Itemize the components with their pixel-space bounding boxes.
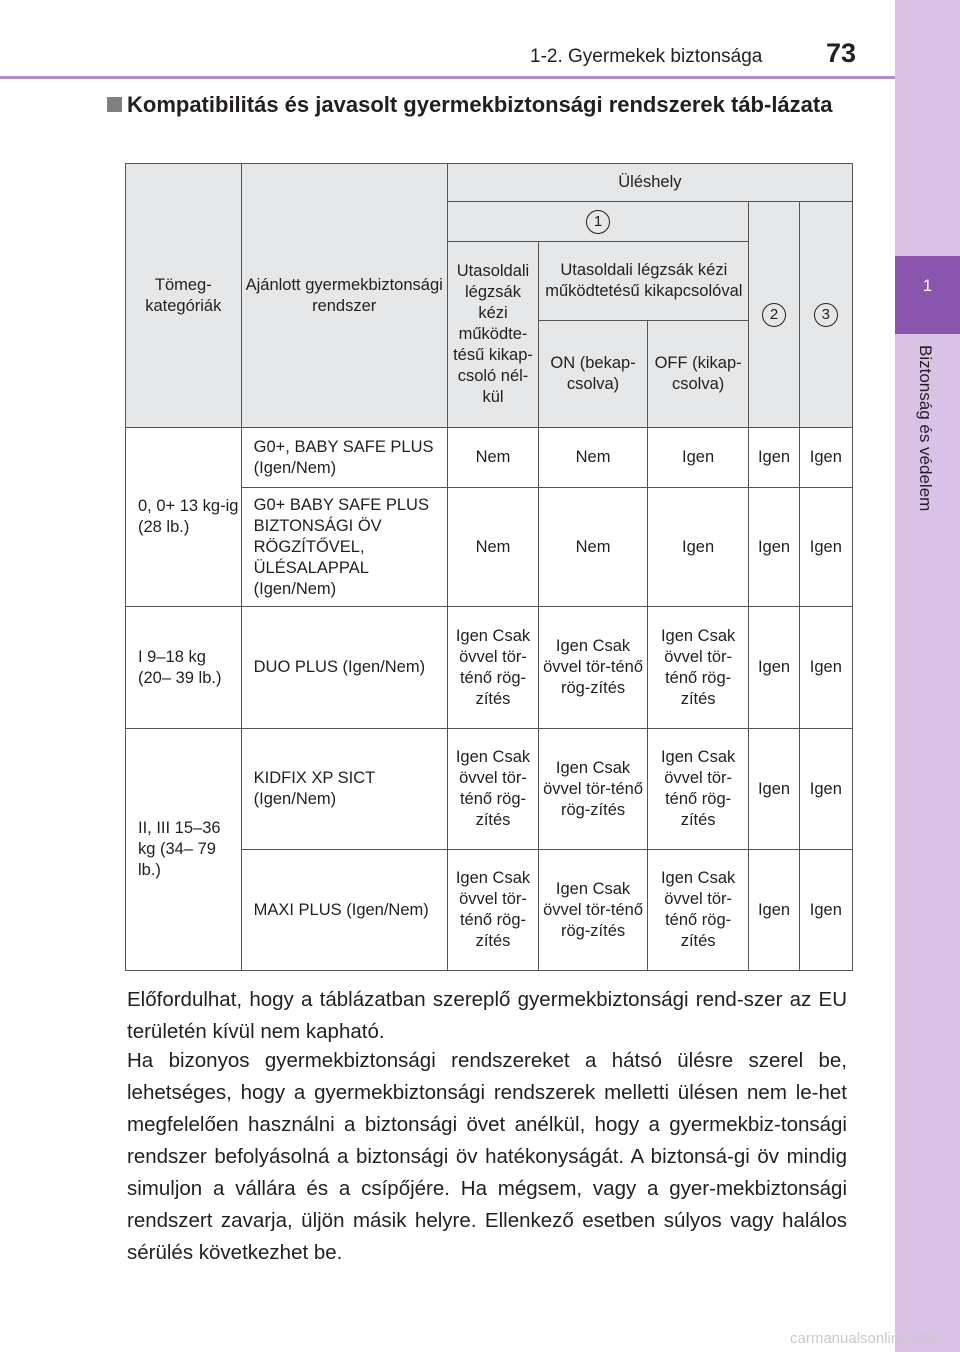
value-cell: Igen Csak övvel tör-ténő rög-zítés	[647, 850, 749, 971]
system-cell: G0+, BABY SAFE PLUS (Igen/Nem)	[241, 428, 447, 488]
value-cell: Igen	[799, 850, 852, 971]
page-number: 73	[826, 38, 857, 68]
header-category: Tömeg-kategóriák	[126, 164, 242, 428]
table-row	[126, 428, 853, 488]
category-cell: I 9–18 kg (20– 39 lb.)	[126, 607, 242, 729]
header-seat-2	[749, 202, 799, 428]
value-cell: Igen Csak övvel tör-ténő rög-zítés	[539, 850, 648, 971]
table-row	[126, 607, 853, 729]
header-seat-3	[799, 202, 852, 428]
header-on: ON (bekap-csolva)	[539, 321, 648, 428]
value-cell: Igen	[647, 488, 749, 607]
header-seat-1	[447, 202, 749, 242]
category-cell: II, III 15–36 kg (34– 79 lb.)	[126, 729, 242, 971]
header-with-switch: Utasoldali légzsák kézi működtetésű kikapcsolóval	[539, 242, 749, 321]
value-cell: Igen	[749, 607, 799, 729]
system-cell: DUO PLUS (Igen/Nem)	[241, 607, 447, 729]
header-off: OFF (kikap-csolva)	[647, 321, 749, 428]
chapter-number-tab[interactable]: 1	[895, 256, 960, 334]
value-cell: Igen Csak övvel tör-ténő rög-zítés	[539, 729, 648, 850]
heading-square-icon	[107, 97, 122, 112]
table-row	[126, 729, 853, 850]
value-cell: Igen	[799, 607, 852, 729]
value-cell: Igen	[647, 428, 749, 488]
section-title: 1-2. Gyermekek biztonsága	[530, 46, 763, 67]
value-cell: Igen	[749, 729, 799, 850]
value-cell: Igen	[799, 428, 852, 488]
value-cell: Nem	[539, 428, 648, 488]
value-cell: Igen	[799, 729, 852, 850]
heading-text: Kompatibilitás és javasolt gyermekbiztonsági rendszerek táb-lázata	[127, 92, 833, 117]
value-cell: Igen Csak övvel tör-ténő rög-zítés	[447, 729, 539, 850]
seat-3-circle-icon: 3	[814, 303, 838, 327]
value-cell: Nem	[539, 488, 648, 607]
watermark: carmanualsonline.info	[790, 1330, 936, 1347]
paragraph-rear-seat-warning: Ha bizonyos gyermekbiztonsági rendszereket a hátsó ülésre szerel be, lehetséges, hogy a gyermekbiztonsági rendszerek melletti ülésen nem le-het megfelelően használni a biztonsági övet anélkül, hogy a gyermekbiz-tonsági rendszer befolyásolná a biztonsági öv hatékonyságát. A biztonsá-gi öv mindig simuljon a vállára és a csípőjére. Ha mégsem, vagy a gyer-mekbiztonsági rendszert zavarja, üljön másik helyre. Ellenkező esetben súlyos vagy halálos sérülés következhet be.	[127, 1049, 847, 1264]
value-cell: Nem	[447, 428, 539, 488]
value-cell: Igen	[749, 428, 799, 488]
value-cell: Nem	[447, 488, 539, 607]
value-cell: Igen Csak övvel tör-ténő rög-zítés	[647, 607, 749, 729]
value-cell: Igen	[749, 850, 799, 971]
header-divider	[0, 76, 895, 79]
value-cell: Igen Csak övvel tör-ténő rög-zítés	[539, 607, 648, 729]
header-system: Ajánlott gyermekbiztonsági rendszer	[241, 164, 447, 428]
paragraph-availability: Előfordulhat, hogy a táblázatban szereplő gyermekbiztonsági rend-szer az EU területén kívül nem kapható.	[127, 988, 847, 1043]
value-cell: Igen Csak övvel tör-ténő rög-zítés	[447, 607, 539, 729]
value-cell: Igen Csak övvel tör-ténő rög-zítés	[447, 850, 539, 971]
value-cell: Igen	[749, 488, 799, 607]
value-cell: Igen Csak övvel tör-ténő rög-zítés	[647, 729, 749, 850]
value-cell: Igen	[799, 488, 852, 607]
chapter-title: Biztonság és védelem	[916, 345, 935, 512]
system-cell: KIDFIX XP SICT (Igen/Nem)	[241, 729, 447, 850]
seat-2-circle-icon: 2	[762, 303, 786, 327]
system-cell: MAXI PLUS (Igen/Nem)	[241, 850, 447, 971]
chapter-sidebar	[895, 0, 960, 1352]
system-cell: G0+ BABY SAFE PLUS BIZTONSÁGI ÖV RÖGZÍTŐVEL, ÜLÉSALAPPAL (Igen/Nem)	[241, 488, 447, 607]
compatibility-table	[125, 163, 853, 971]
table-heading	[127, 88, 849, 121]
header-without-switch: Utasoldali légzsák kézi működte-tésű kikap-csoló nél-kül	[447, 242, 539, 428]
category-cell: 0, 0+ 13 kg-ig (28 lb.)	[126, 428, 242, 607]
header-seat: Üléshely	[447, 164, 852, 202]
seat-1-circle-icon: 1	[586, 210, 610, 234]
